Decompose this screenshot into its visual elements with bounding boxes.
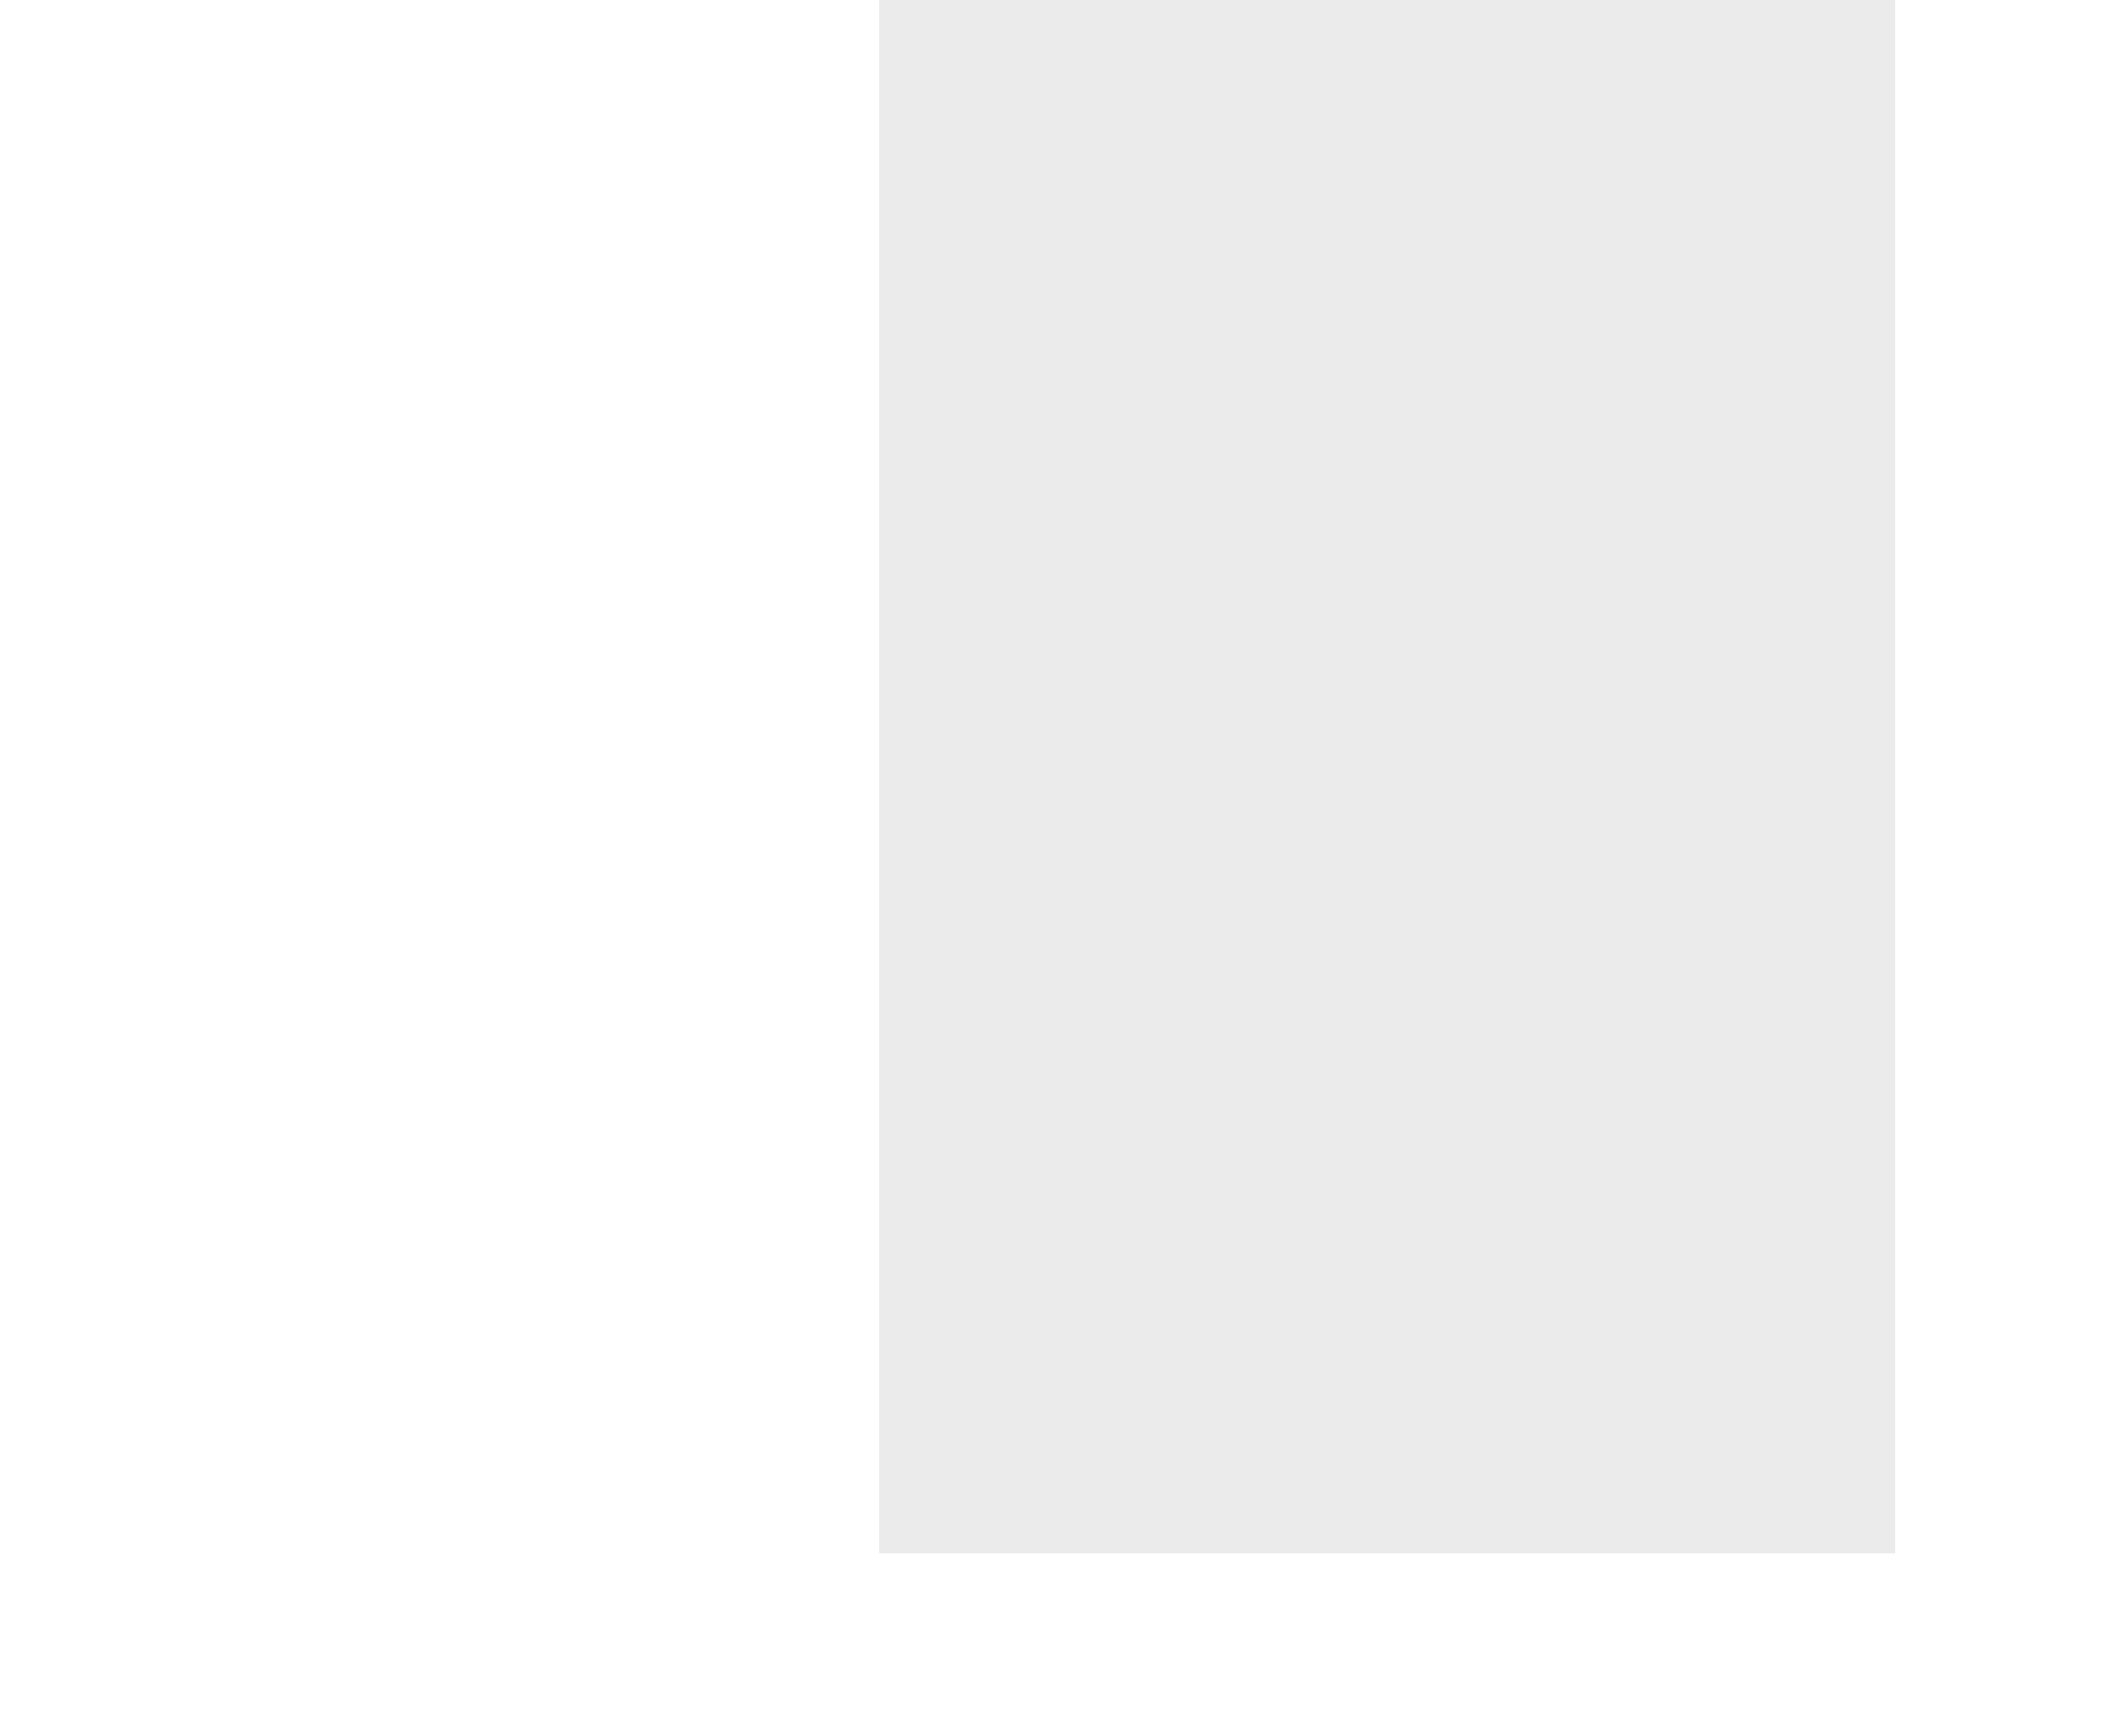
panel-background [879, 0, 1895, 1553]
